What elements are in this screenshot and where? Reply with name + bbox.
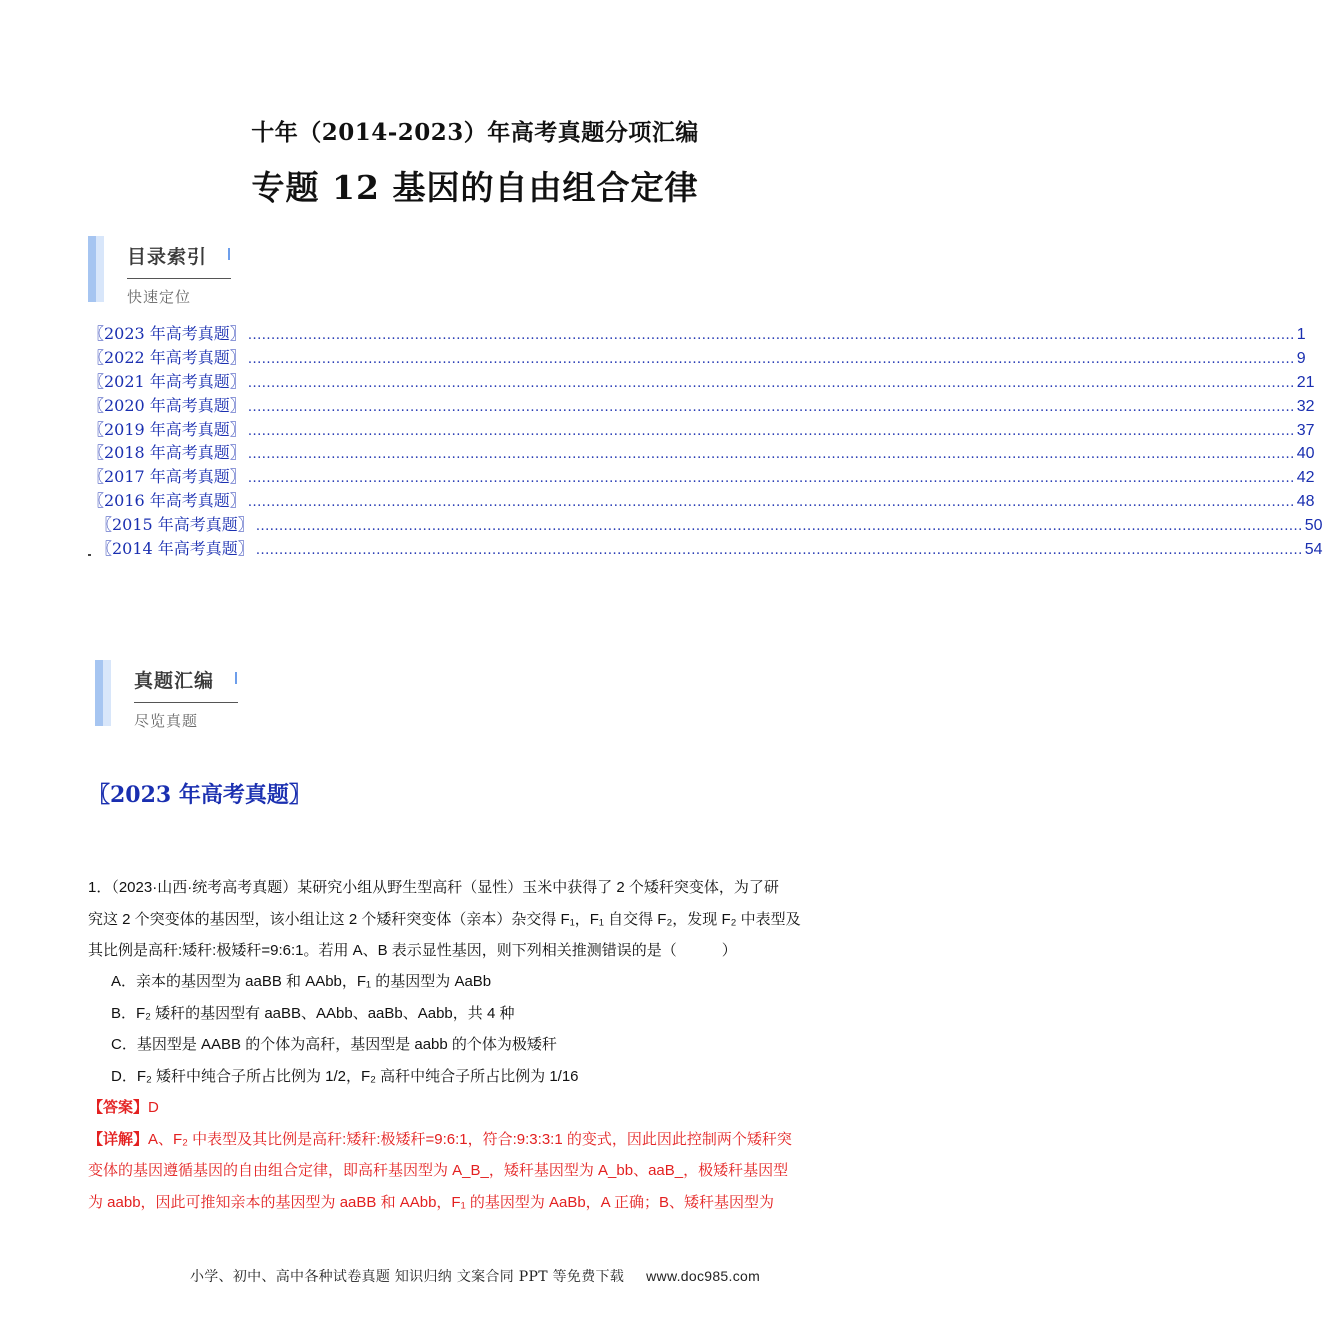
- banner-tick-mark: [228, 248, 230, 260]
- toc-leader-dots: ..................................................................................................................................................................................................................................: [247, 423, 1295, 439]
- toc-leader-dots: ..................................................................................................................................................................................................................................: [247, 471, 1295, 487]
- question-stem: [88, 872, 860, 967]
- toc-entry-page: 54: [1304, 541, 1323, 559]
- toc-entry-page: 32: [1296, 397, 1315, 415]
- question-number: 1．: [88, 879, 112, 896]
- option-b[interactable]: B．F₂ 矮秆的基因型有 aaBB、AAbb、aaBb、Aabb，共 4 种: [111, 1004, 515, 1022]
- toc-entry-2016[interactable]: [88, 488, 1315, 512]
- year-section-heading: 〖2023 年高考真题〗: [88, 782, 311, 808]
- collection-banner: [95, 660, 295, 732]
- banner-accent-bar-light: [103, 660, 111, 726]
- question-line-3: 其比例是高秆:矮秆:极矮秆=9:6:1。若用 A、B 表示显性基因，则下列相关推测错误的是（ ）: [88, 942, 737, 959]
- option-a[interactable]: A．亲本的基因型为 aaBB 和 AAbb，F₁ 的基因型为 AaBb: [111, 973, 492, 990]
- banner-accent-bar: [88, 236, 96, 302]
- detail-text: A、F₂ 中表型及其比例是高秆:矮秆:极矮秆=9:6:1，符合:9:3:3:1 的变式，因此因此控制两个矮秆突: [148, 1130, 792, 1148]
- page-footer: [0, 1266, 950, 1286]
- toc-entry-2019[interactable]: [88, 417, 1315, 441]
- collection-banner-heading: 真题汇编: [134, 670, 215, 692]
- toc-entry-2021[interactable]: [88, 369, 1315, 393]
- toc-leader-dots: ..................................................................................................................................................................................................................................: [247, 328, 1295, 343]
- detail-tag: 【详解】: [88, 1130, 149, 1148]
- answer-value: D: [148, 1099, 159, 1116]
- toc-leader-dots: ..................................................................................................................................................................................................................................: [247, 375, 1295, 391]
- option-c[interactable]: C．基因型是 AABB 的个体为高秆，基因型是 aabb 的个体为极矮秆: [111, 1036, 557, 1053]
- question-text: （2023·山西·统考高考真题）某研究小组从野生型高秆（显性）玉米中获得了 2 个矮秆突变体，为了研: [111, 879, 779, 896]
- banner-accent-bar-light: [96, 236, 104, 302]
- answer-options: [111, 966, 851, 1092]
- detail-line-1: [88, 1124, 860, 1156]
- toc-leader-dots: ..................................................................................................................................................................................................................................: [247, 399, 1295, 415]
- toc-entry-2014[interactable]: [88, 536, 1323, 560]
- toc-entry-label: 〖2015 年高考真题〗: [96, 515, 254, 535]
- toc-leader-dots: ..................................................................................................................................................................................................................................: [255, 519, 1303, 535]
- toc-entry-page: 37: [1296, 421, 1315, 439]
- toc-entry-2020[interactable]: [88, 393, 1315, 417]
- option-d[interactable]: D．F₂ 矮秆中纯合子所占比例为 1/2，F₂ 高秆中纯合子所占比例为 1/16: [111, 1067, 579, 1085]
- toc-entry-page: 40: [1296, 445, 1315, 463]
- toc-banner: [88, 236, 288, 308]
- toc-banner-heading: 目录索引: [127, 246, 208, 268]
- answer-line: [88, 1092, 860, 1124]
- toc-entry-label: 〖2014 年高考真题〗: [96, 539, 254, 559]
- toc-entry-page: 42: [1296, 469, 1315, 487]
- collection-banner-subheading: 尽览真题: [134, 712, 199, 730]
- question-line-1: [88, 872, 860, 904]
- question-line-2: 究这 2 个突变体的基因型，该小组让这 2 个矮秆突变体（亲本）杂交得 F₁，F₁ 自交得 F₂，发现 F₂ 中表型及: [88, 910, 801, 928]
- toc-entry-label: 〖2018 年高考真题〗: [88, 443, 246, 463]
- footer-text: 小学、初中、高中各种试卷真题 知识归纳 文案合同 PPT 等免费下载: [189, 1269, 625, 1285]
- toc-leader-dots: ..................................................................................................................................................................................................................................: [247, 351, 1295, 367]
- toc-entry-2022[interactable]: [88, 345, 1306, 369]
- table-of-contents: [88, 321, 1323, 560]
- toc-entry-2023[interactable]: [88, 321, 1306, 345]
- toc-banner-subheading: 快速定位: [127, 288, 192, 306]
- toc-entry-label: 〖2017 年高考真题〗: [88, 467, 246, 487]
- toc-leader-dots: ..................................................................................................................................................................................................................................: [255, 543, 1303, 559]
- footer-url-link[interactable]: www.doc985.com: [646, 1268, 761, 1284]
- answer-block: [88, 1092, 860, 1218]
- toc-entry-2015[interactable]: [88, 512, 1323, 536]
- toc-entry-page: 50: [1304, 517, 1323, 535]
- toc-entry-label: 〖2019 年高考真题〗: [88, 419, 246, 439]
- answer-tag: 【答案】: [88, 1099, 149, 1116]
- detail-line-3: 为 aabb，因此可推知亲本的基因型为 aaBB 和 AAbb，F₁ 的基因型为 AaBb，A 正确；B、矮秆基因型为: [88, 1193, 775, 1211]
- toc-leader-dots: ..................................................................................................................................................................................................................................: [247, 495, 1295, 511]
- detail-line-2: 变体的基因遵循基因的自由组合定律，即高秆基因型为 A_B_，矮秆基因型为 A_bb、aaB_，极矮秆基因型: [88, 1162, 789, 1179]
- toc-entry-page: 21: [1296, 373, 1315, 391]
- toc-entry-label: 〖2016 年高考真题〗: [88, 491, 246, 511]
- banner-tick-mark: [235, 672, 237, 684]
- banner-underline: [127, 278, 231, 279]
- toc-entry-label: 〖2022 年高考真题〗: [88, 347, 246, 367]
- toc-entry-label: 〖2020 年高考真题〗: [88, 395, 246, 415]
- list-marker: [88, 554, 91, 556]
- toc-entry-2017[interactable]: [88, 464, 1315, 488]
- banner-accent-bar: [95, 660, 103, 726]
- banner-underline: [134, 702, 238, 703]
- series-title: 十年（2014-2023）年高考真题分项汇编: [251, 119, 699, 146]
- toc-entry-label: 〖2021 年高考真题〗: [88, 371, 246, 391]
- toc-entry-page: 1: [1296, 326, 1306, 343]
- toc-entry-page: 9: [1296, 349, 1306, 367]
- toc-entry-2018[interactable]: [88, 440, 1315, 464]
- toc-entry-page: 48: [1296, 493, 1315, 511]
- main-title: 专题 12 基因的自由组合定律: [251, 168, 699, 207]
- toc-leader-dots: ..................................................................................................................................................................................................................................: [247, 447, 1295, 463]
- toc-entry-label: 〖2023 年高考真题〗: [88, 324, 246, 343]
